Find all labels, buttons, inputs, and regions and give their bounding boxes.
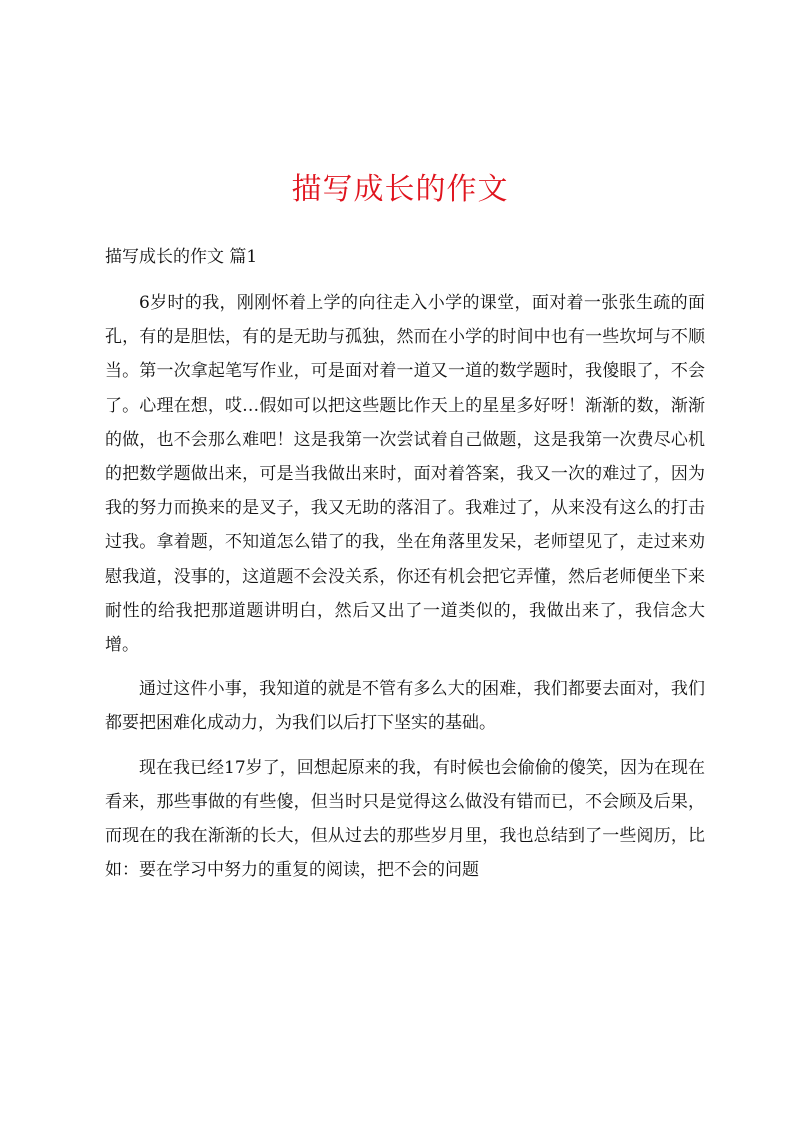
- document-title: 描写成长的作文: [291, 172, 509, 207]
- paragraph-2: 通过这件小事，我知道的就是不管有多么大的困难，我们都要去面对，我们都要把困难化成动力，为我们以后打下坚实的基础。: [105, 679, 705, 734]
- paragraph-1: 6岁时的我，刚刚怀着上学的向往走入小学的课堂，面对着一张张生疏的面孔，有的是胆怯，有的是无助与孤独，然而在小学的时间中也有一些坎坷与不顺当。第一次拿起笔写作业，可是面对着一道又一道的数学题时，我傻眼了，不会了。心理在想，哎…假如可以把这些题比作天上的星星多好呀！渐渐的数，渐渐的做，也不会那么难吧！这是我第一次尝试着自己做题，这是我第一次费尽心机的把数学题做出来，可是当我做出来时，面对着答案，我又一次的难过了，因为我的努力而换来的是叉子，我又无助的落泪了。我难过了，从来没有这么的打击过我。拿着题，不知道怎么错了的我，坐在角落里发呆，老师望见了，走过来劝慰我道，没事的，这道题不会没关系，你还有机会把它弄懂，然后老师便坐下来耐性的给我把那道题讲明白，然后又出了一道类似的，我做出来了，我信念大增。: [105, 293, 705, 656]
- paragraph-3: 现在我已经17岁了，回想起原来的我，有时候也会偷偷的傻笑，因为在现在看来，那些事做的有些傻，但当时只是觉得这么做没有错而已，不会顾及后果，而现在的我在渐渐的长大，但从过去的那些岁月里，我也总结到了一些阅历，比如：要在学习中努力的重复的阅读，把不会的问题: [105, 757, 705, 881]
- section-heading: 描写成长的作文 篇1: [105, 247, 258, 267]
- document-body: [105, 286, 705, 897]
